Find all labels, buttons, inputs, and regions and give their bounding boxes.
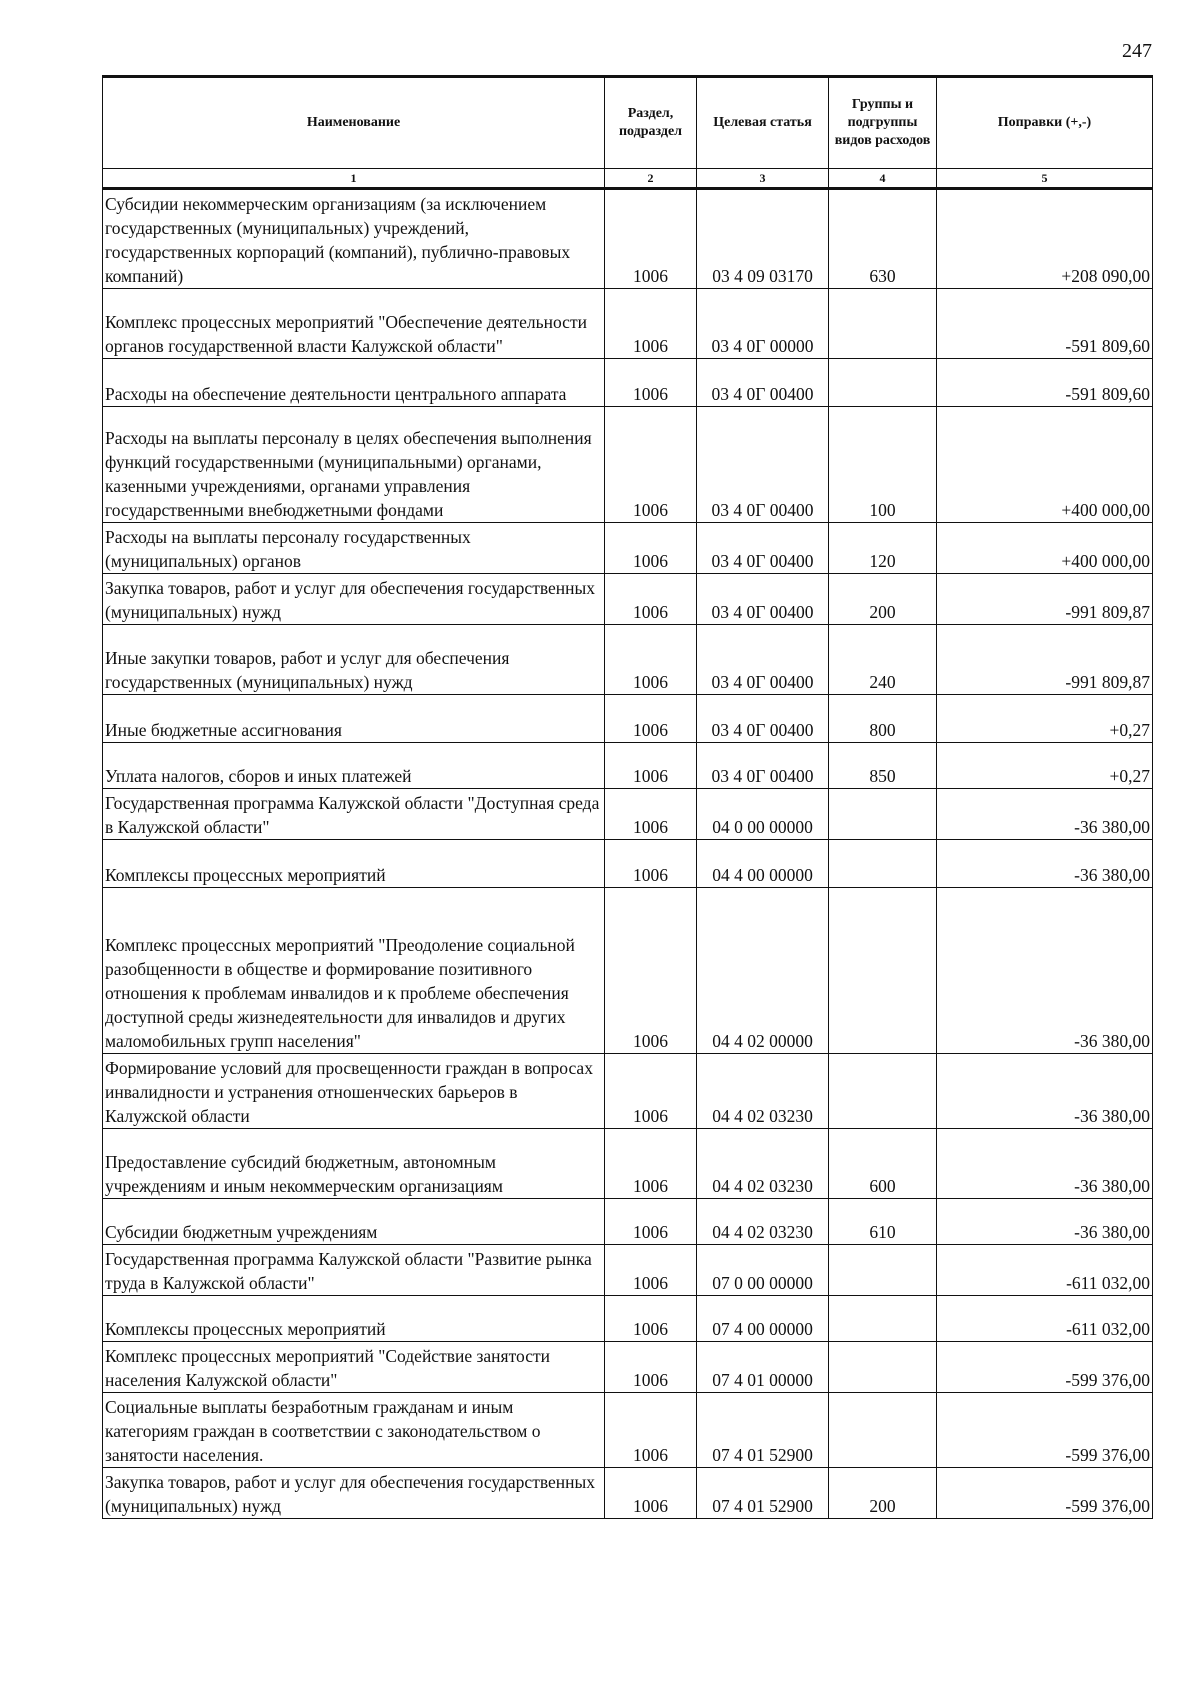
page-number: 247 bbox=[1122, 40, 1152, 62]
row-target: 03 4 0Г 00400 bbox=[697, 574, 829, 625]
row-section: 1006 bbox=[605, 789, 697, 840]
row-section: 1006 bbox=[605, 359, 697, 407]
row-target: 03 4 0Г 00000 bbox=[697, 289, 829, 359]
row-target: 04 4 02 03230 bbox=[697, 1129, 829, 1199]
row-amount: -36 380,00 bbox=[937, 1054, 1153, 1129]
row-group bbox=[829, 359, 937, 407]
row-target: 04 4 02 03230 bbox=[697, 1199, 829, 1245]
row-amount: +0,27 bbox=[937, 695, 1153, 743]
row-target: 07 4 00 00000 bbox=[697, 1296, 829, 1342]
table-row bbox=[103, 1342, 1153, 1393]
row-name: Уплата налогов, сборов и иных платежей bbox=[103, 743, 605, 789]
row-section: 1006 bbox=[605, 1245, 697, 1296]
table-row bbox=[103, 359, 1153, 407]
table-row bbox=[103, 1245, 1153, 1296]
row-name: Расходы на обеспечение деятельности центрального аппарата bbox=[103, 359, 605, 407]
row-name: Государственная программа Калужской области "Доступная среда в Калужской области" bbox=[103, 789, 605, 840]
row-name: Закупка товаров, работ и услуг для обеспечения государственных (муниципальных) нужд bbox=[103, 1468, 605, 1519]
row-target: 07 4 01 00000 bbox=[697, 1342, 829, 1393]
header-groups: Группы и подгруппы видов расходов bbox=[829, 77, 937, 169]
column-number: 1 bbox=[103, 169, 605, 189]
table-row bbox=[103, 407, 1153, 523]
row-group bbox=[829, 1393, 937, 1468]
row-name: Социальные выплаты безработным гражданам и иным категориям граждан в соответствии с законодательством о занятости населения. bbox=[103, 1393, 605, 1468]
row-name: Расходы на выплаты персоналу в целях обеспечения выполнения функций государственными (муниципальными) органами, казенными учреждениями, органами управления государственными внебюджетными фондами bbox=[103, 407, 605, 523]
row-amount: -599 376,00 bbox=[937, 1468, 1153, 1519]
column-number: 5 bbox=[937, 169, 1153, 189]
row-target: 04 4 00 00000 bbox=[697, 840, 829, 888]
row-section: 1006 bbox=[605, 1468, 697, 1519]
row-amount: -591 809,60 bbox=[937, 289, 1153, 359]
row-name: Формирование условий для просвещенности граждан в вопросах инвалидности и устранения отношенческих барьеров в Калужской области bbox=[103, 1054, 605, 1129]
table-row bbox=[103, 289, 1153, 359]
row-group: 240 bbox=[829, 625, 937, 695]
row-name: Закупка товаров, работ и услуг для обеспечения государственных (муниципальных) нужд bbox=[103, 574, 605, 625]
table-row bbox=[103, 523, 1153, 574]
row-target: 07 0 00 00000 bbox=[697, 1245, 829, 1296]
row-target: 04 4 02 00000 bbox=[697, 888, 829, 1054]
table-row bbox=[103, 695, 1153, 743]
column-number-row bbox=[103, 169, 1153, 189]
row-group bbox=[829, 289, 937, 359]
row-target: 03 4 0Г 00400 bbox=[697, 359, 829, 407]
row-group: 600 bbox=[829, 1129, 937, 1199]
column-number: 3 bbox=[697, 169, 829, 189]
row-group: 630 bbox=[829, 189, 937, 289]
table-row bbox=[103, 789, 1153, 840]
row-amount: -36 380,00 bbox=[937, 1199, 1153, 1245]
row-amount: +400 000,00 bbox=[937, 523, 1153, 574]
row-group: 100 bbox=[829, 407, 937, 523]
budget-table bbox=[102, 75, 1153, 1519]
table-row bbox=[103, 743, 1153, 789]
row-name: Государственная программа Калужской области "Развитие рынка труда в Калужской области" bbox=[103, 1245, 605, 1296]
row-group: 850 bbox=[829, 743, 937, 789]
row-amount: -611 032,00 bbox=[937, 1296, 1153, 1342]
row-amount: -36 380,00 bbox=[937, 840, 1153, 888]
row-section: 1006 bbox=[605, 189, 697, 289]
row-target: 07 4 01 52900 bbox=[697, 1393, 829, 1468]
row-amount: -991 809,87 bbox=[937, 574, 1153, 625]
row-group: 200 bbox=[829, 574, 937, 625]
column-number: 4 bbox=[829, 169, 937, 189]
row-name: Субсидии некоммерческим организациям (за исключением государственных (муниципальных) учреждений, государственных корпораций (компаний), публично-правовых компаний) bbox=[103, 189, 605, 289]
table-header-row bbox=[103, 77, 1153, 169]
row-group: 610 bbox=[829, 1199, 937, 1245]
row-group bbox=[829, 1054, 937, 1129]
row-group bbox=[829, 1342, 937, 1393]
row-section: 1006 bbox=[605, 574, 697, 625]
table-row bbox=[103, 888, 1153, 1054]
row-section: 1006 bbox=[605, 840, 697, 888]
row-name: Комплекс процессных мероприятий "Содействие занятости населения Калужской области" bbox=[103, 1342, 605, 1393]
row-amount: -611 032,00 bbox=[937, 1245, 1153, 1296]
row-section: 1006 bbox=[605, 695, 697, 743]
header-name: Наименование bbox=[103, 77, 605, 169]
row-section: 1006 bbox=[605, 625, 697, 695]
table-row bbox=[103, 1199, 1153, 1245]
row-group: 120 bbox=[829, 523, 937, 574]
row-amount: -599 376,00 bbox=[937, 1342, 1153, 1393]
table-row bbox=[103, 189, 1153, 289]
row-group bbox=[829, 789, 937, 840]
row-target: 03 4 09 03170 bbox=[697, 189, 829, 289]
header-amendments: Поправки (+,-) bbox=[937, 77, 1153, 169]
row-group: 200 bbox=[829, 1468, 937, 1519]
row-target: 03 4 0Г 00400 bbox=[697, 407, 829, 523]
row-name: Комплекс процессных мероприятий "Преодоление социальной разобщенности в обществе и формирование позитивного отношения к проблемам инвалидов и к проблеме обеспечения доступной среды жизнедеятельности для инвалидов и других маломобильных групп населения" bbox=[103, 888, 605, 1054]
header-section: Раздел, подраздел bbox=[605, 77, 697, 169]
row-target: 03 4 0Г 00400 bbox=[697, 743, 829, 789]
row-target: 04 0 00 00000 bbox=[697, 789, 829, 840]
table-row bbox=[103, 1054, 1153, 1129]
row-section: 1006 bbox=[605, 1129, 697, 1199]
row-name: Комплексы процессных мероприятий bbox=[103, 840, 605, 888]
row-amount: -991 809,87 bbox=[937, 625, 1153, 695]
row-target: 03 4 0Г 00400 bbox=[697, 695, 829, 743]
row-group bbox=[829, 1296, 937, 1342]
row-amount: +0,27 bbox=[937, 743, 1153, 789]
row-section: 1006 bbox=[605, 407, 697, 523]
table-row bbox=[103, 625, 1153, 695]
row-target: 03 4 0Г 00400 bbox=[697, 625, 829, 695]
row-amount: +208 090,00 bbox=[937, 189, 1153, 289]
row-section: 1006 bbox=[605, 1054, 697, 1129]
row-section: 1006 bbox=[605, 1342, 697, 1393]
row-amount: -599 376,00 bbox=[937, 1393, 1153, 1468]
row-amount: -36 380,00 bbox=[937, 789, 1153, 840]
row-target: 07 4 01 52900 bbox=[697, 1468, 829, 1519]
row-name: Иные закупки товаров, работ и услуг для обеспечения государственных (муниципальных) нужд bbox=[103, 625, 605, 695]
table-row bbox=[103, 1129, 1153, 1199]
row-section: 1006 bbox=[605, 888, 697, 1054]
row-section: 1006 bbox=[605, 1296, 697, 1342]
row-section: 1006 bbox=[605, 523, 697, 574]
row-name: Комплексы процессных мероприятий bbox=[103, 1296, 605, 1342]
row-name: Комплекс процессных мероприятий "Обеспечение деятельности органов государственной власти Калужской области" bbox=[103, 289, 605, 359]
row-section: 1006 bbox=[605, 1393, 697, 1468]
table-row bbox=[103, 1393, 1153, 1468]
row-name: Иные бюджетные ассигнования bbox=[103, 695, 605, 743]
row-amount: -36 380,00 bbox=[937, 1129, 1153, 1199]
row-group bbox=[829, 840, 937, 888]
row-section: 1006 bbox=[605, 743, 697, 789]
row-amount: -591 809,60 bbox=[937, 359, 1153, 407]
row-target: 03 4 0Г 00400 bbox=[697, 523, 829, 574]
row-target: 04 4 02 03230 bbox=[697, 1054, 829, 1129]
row-amount: +400 000,00 bbox=[937, 407, 1153, 523]
row-group: 800 bbox=[829, 695, 937, 743]
row-section: 1006 bbox=[605, 289, 697, 359]
header-target: Целевая статья bbox=[697, 77, 829, 169]
row-group bbox=[829, 888, 937, 1054]
row-name: Субсидии бюджетным учреждениям bbox=[103, 1199, 605, 1245]
row-group bbox=[829, 1245, 937, 1296]
column-number: 2 bbox=[605, 169, 697, 189]
row-amount: -36 380,00 bbox=[937, 888, 1153, 1054]
table-row bbox=[103, 574, 1153, 625]
table-row bbox=[103, 840, 1153, 888]
row-name: Предоставление субсидий бюджетным, автономным учреждениям и иным некоммерческим организациям bbox=[103, 1129, 605, 1199]
table-row bbox=[103, 1296, 1153, 1342]
row-section: 1006 bbox=[605, 1199, 697, 1245]
table-body bbox=[103, 189, 1153, 1519]
row-name: Расходы на выплаты персоналу государственных (муниципальных) органов bbox=[103, 523, 605, 574]
table-row bbox=[103, 1468, 1153, 1519]
